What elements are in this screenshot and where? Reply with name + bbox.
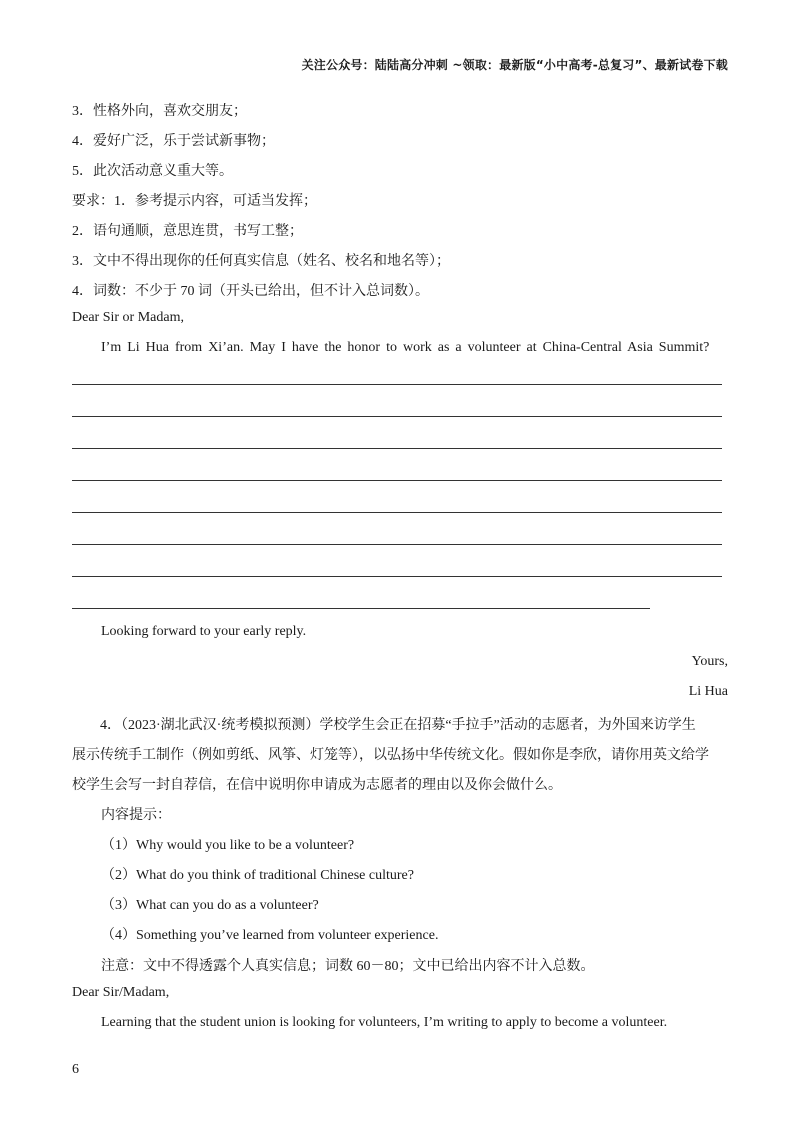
writing-line [72, 448, 722, 449]
writing-line [72, 384, 722, 385]
letter2-opening: Learning that the student union is looking for volunteers, I’m writing to apply to become a volunteer. [101, 1015, 668, 1030]
point-4: 4．爱好广泛，乐于尝试新事物； [72, 134, 275, 149]
letter1-signoff: Yours, [691, 654, 728, 669]
task4-prompt-line-1: 4．（2023·湖北武汉·统考模拟预测）学校学生会正在招募“手拉手”活动的志愿者，为外国来访学生 [100, 718, 696, 733]
letter1-opening: I’m Li Hua from Xi’an. May I have the honor to work as a volunteer at China-Central Asia Summit? [101, 340, 710, 355]
page-number: 6 [72, 1062, 79, 1077]
page-header: 关注公众号：陆陆高分冲刺 ~领取：最新版“小中高考-总复习”、最新试卷下载 [301, 58, 728, 72]
writing-line [72, 416, 722, 417]
writing-line [72, 480, 722, 481]
letter1-salutation: Dear Sir or Madam, [72, 310, 184, 325]
hint-2: （2）What do you think of traditional Chinese culture? [101, 868, 414, 883]
writing-line [72, 576, 722, 577]
point-3: 3．性格外向，喜欢交朋友； [72, 104, 247, 119]
hint-title: 内容提示： [101, 808, 171, 823]
hint-3: （3）What can you do as a volunteer? [101, 898, 319, 913]
hint-1: （1）Why would you like to be a volunteer? [101, 838, 355, 853]
writing-line [72, 512, 722, 513]
task4-note: 注意：文中不得透露个人真实信息；词数 60－80；文中已给出内容不计入总数。 [101, 959, 595, 974]
hint-4: （4）Something you’ve learned from volunteer experience. [101, 928, 439, 943]
writing-line [72, 608, 650, 609]
task4-prompt-line-3: 校学生会写一封自荐信，在信中说明你申请成为志愿者的理由以及你会做什么。 [72, 778, 562, 793]
requirement-2: 2．语句通顺，意思连贯，书写工整； [72, 224, 303, 239]
writing-line [72, 544, 722, 545]
point-5: 5．此次活动意义重大等。 [72, 164, 233, 179]
letter1-closing: Looking forward to your early reply. [101, 624, 307, 639]
requirement-4: 4．词数：不少于 70 词（开头已给出，但不计入总词数）。 [72, 284, 429, 299]
requirement-3: 3．文中不得出现你的任何真实信息（姓名、校名和地名等）； [72, 254, 450, 269]
task4-prompt-line-2: 展示传统手工制作（例如剪纸、风筝、灯笼等），以弘扬中华传统文化。假如你是李欣，请你用英文给学 [72, 748, 709, 763]
requirement-1: 要求：1．参考提示内容，可适当发挥； [72, 194, 317, 209]
letter2-salutation: Dear Sir/Madam, [72, 985, 170, 1000]
letter1-name: Li Hua [688, 684, 728, 699]
